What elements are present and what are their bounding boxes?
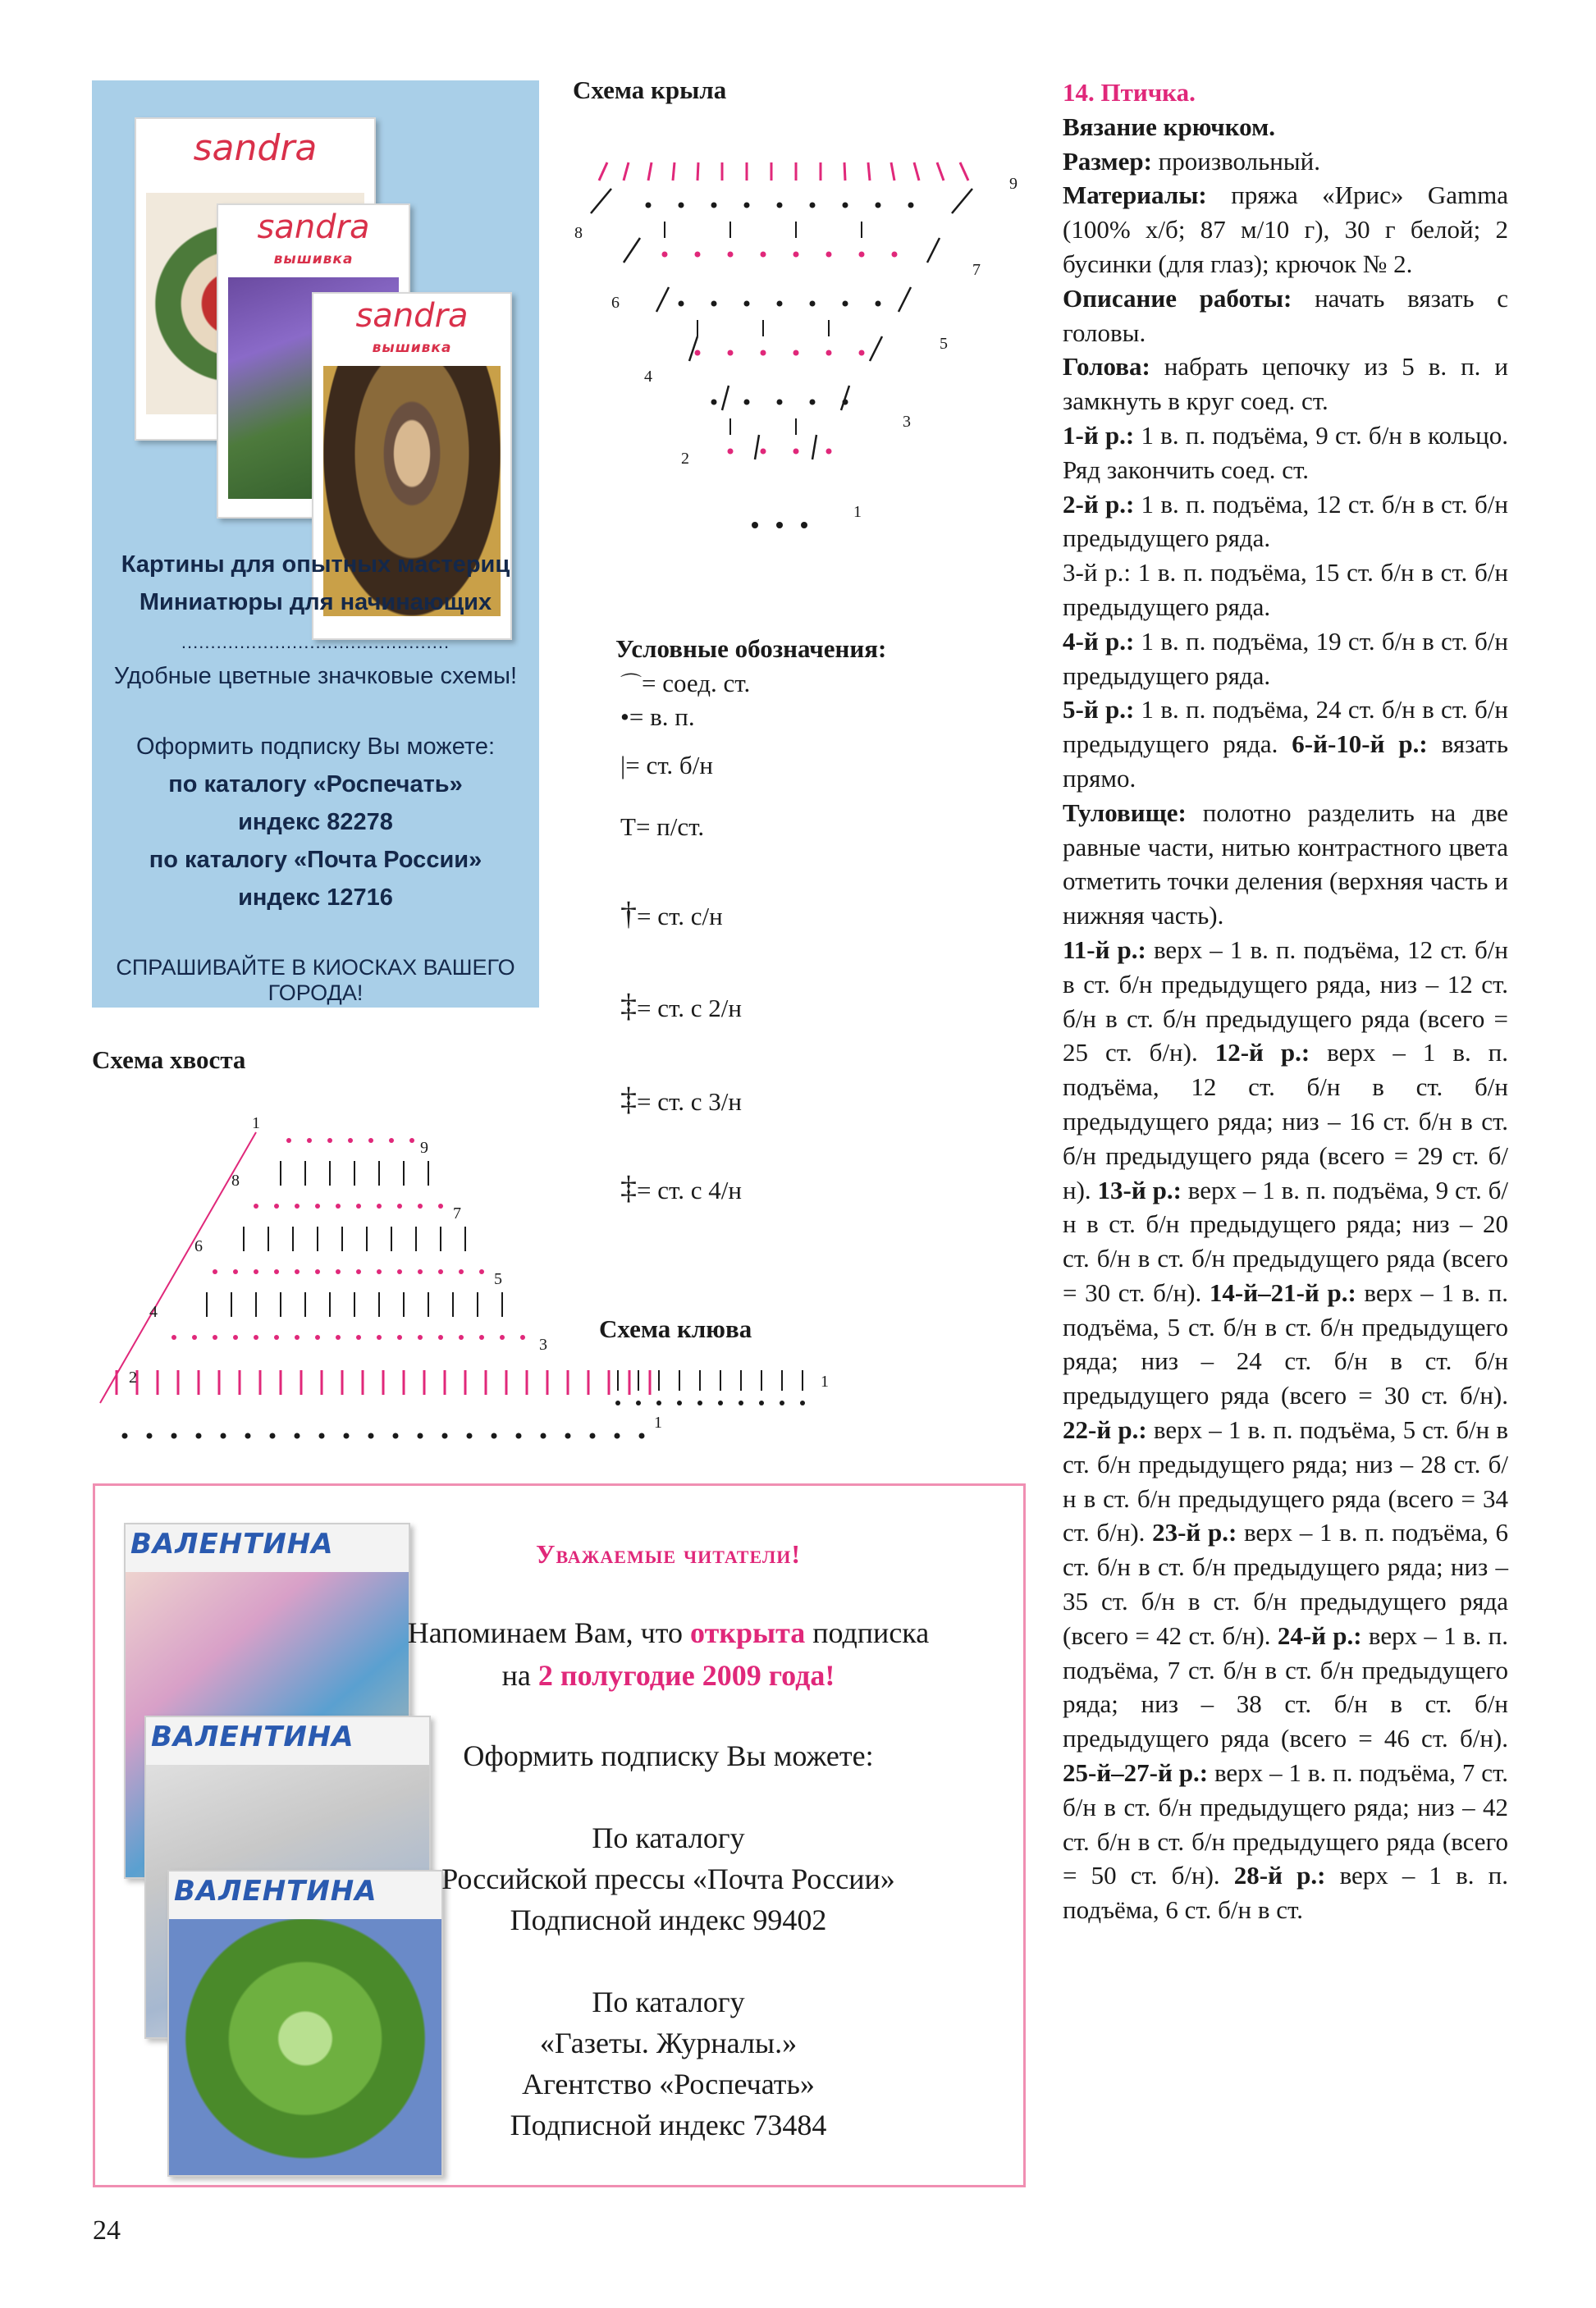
valentina-line-5: Российской прессы «Почта России» <box>441 1862 895 1895</box>
svg-text:4: 4 <box>149 1303 158 1321</box>
svg-text:5: 5 <box>940 335 948 353</box>
svg-text:7: 7 <box>453 1204 461 1223</box>
svg-text:3: 3 <box>539 1336 547 1354</box>
svg-text:8: 8 <box>231 1172 240 1190</box>
valentina-line-3: Оформить подписку Вы можете: <box>463 1739 874 1772</box>
double-treble-icon: ‡ <box>620 1081 637 1117</box>
cover-brand: ВАЛЕНТИНА <box>151 1721 354 1753</box>
svg-text:6: 6 <box>194 1237 203 1255</box>
svg-text:2: 2 <box>681 450 689 468</box>
legend-item-slip-stitch: ⌒= соед. ст. <box>620 669 751 697</box>
sandra-cover-3 <box>312 292 512 640</box>
page-number: 24 <box>93 2215 121 2246</box>
cover-subtitle: вышивка <box>372 340 452 356</box>
svg-text:1: 1 <box>252 1114 260 1132</box>
valentina-line-10: Подписной индекс 73484 <box>510 2109 827 2141</box>
legend-item-half-double: T= п/ст. <box>620 812 705 841</box>
pattern-title: 14. Птичка. <box>1063 78 1196 107</box>
sandra-line-2: Миниатюры для начинающих <box>139 589 492 615</box>
rows-11-28: 11-й р.: верх – 1 в. п. подъёма, 12 ст. б/н в ст. б/н предыдущего ряда, низ – 12 ст. б/н в ст. б/н предыдущего ряда (всего = 25 ст. б/н). 12-й р.: верх – 1 в. п. подъёма, 12 ст. б/н в ст. б/н предыдущего ряда; низ – 16 ст. б/н в ст. б/н предыдущего ряда (всего = 29 ст. б/н). 13-й р.: верх – 1 в. п. подъёма, 9 ст. б/н в ст. б/н предыдущего ряда; низ – 20 ст. б/н в ст. б/н предыдущего ряда (всего = 30 ст. б/н). 14-й–21-й р.: верх – 1 в. п. подъёма, 5 ст. б/н в ст. б/н предыдущего ряда; низ – 24 ст. б/н в ст. б/н предыдущего ряда (всего = 30 ст. б/н). 22-й р.: верх – 1 в. п. подъёма, 5 ст. б/н в ст. б/н предыдущего ряда; низ – 28 ст. б/н в ст. б/н предыдущего ряда (всего = 34 ст. б/н). 23-й р.: верх – 1 в. п. подъёма, 6 ст. б/н в ст. б/н предыдущего ряда; низ – 35 ст. б/н в ст. б/н предыдущего ряда (всего = 42 ст. б/н). 24-й р.: верх – 1 в. п. подъёма, 7 ст. б/н в ст. б/н предыдущего ряда; низ – 38 ст. б/н в ст. б/н предыдущего ряда (всего = 46 ст. б/н). 25-й–27-й р.: верх – 1 в. п. подъёма, 7 ст. б/н в ст. б/н предыдущего ряда; низ – 42 ст. б/н в ст. б/н предыдущего ряда (всего = 50 ст. б/н). 28-й р.: верх – 1 в. п. подъёма, 6 ст. б/н в ст. <box>1063 935 1509 1925</box>
svg-text:9: 9 <box>420 1139 428 1157</box>
triple-treble-icon: ‡ <box>620 1169 637 1206</box>
row-1: 1-й р.: 1 в. п. подъёма, 9 ст. б/н в кольцо. Ряд закончить соед. ст. <box>1063 420 1509 484</box>
svg-text:8: 8 <box>574 224 583 242</box>
valentina-heading: Уважаемые читатели! <box>535 1539 802 1569</box>
valentina-line-8: «Газеты. Журналы.» <box>539 2027 798 2059</box>
sandra-line-3: Удобные цветные значковые схемы! <box>113 663 518 689</box>
row-2: 2-й р.: 1 в. п. подъёма, 12 ст. б/н в ст. б/н предыдущего ряда. <box>1063 489 1508 553</box>
wing-diagram <box>566 156 1026 542</box>
legend-item-double-4: ‡= ст. с 4/н <box>620 1169 742 1206</box>
wing-diagram-title: Схема крыла <box>573 75 727 104</box>
cover-brand: sandra <box>257 208 370 246</box>
svg-text:5: 5 <box>494 1270 502 1288</box>
svg-text:9: 9 <box>1009 175 1018 193</box>
row-5-10: 5-й р.: 1 в. п. подъёма, 24 ст. б/н в ст. б/н предыдущего ряда. 6-й-10-й р.: вязать прямо. <box>1063 695 1509 793</box>
valentina-line-2: на 2 полугодие 2009 года! <box>501 1659 835 1692</box>
valentina-line-4: По каталогу <box>592 1821 745 1854</box>
svg-text:1: 1 <box>654 1414 662 1432</box>
cover-subtitle: вышивка <box>273 251 354 267</box>
svg-text:7: 7 <box>972 261 981 279</box>
legend-item-chain: •= в. п. <box>620 702 695 731</box>
svg-text:3: 3 <box>903 413 911 431</box>
cover-brand: sandra <box>193 127 318 169</box>
valentina-line-6: Подписной индекс 99402 <box>510 1904 827 1936</box>
svg-text:1: 1 <box>853 503 862 521</box>
half-double-icon: T <box>620 812 636 841</box>
valentina-line-1: Напоминаем Вам, что открыта подписка <box>407 1616 930 1649</box>
sandra-line-8: индекс 12716 <box>238 884 393 911</box>
materials-paragraph: Материалы: пряжа «Ирис» Gamma (100% х/б; 87 м/10 г), 30 г белой; 2 бусинки (для глаз); крючок № 2. <box>1063 181 1508 278</box>
beak-diagram <box>606 1362 852 1411</box>
tail-diagram <box>92 1108 666 1452</box>
row-3: 3-й р.: 1 в. п. подъёма, 15 ст. б/н в ст. б/н предыдущего ряда. <box>1063 558 1508 621</box>
legend-title: Условные обозначения: <box>615 634 887 663</box>
valentina-subscription-ad <box>93 1483 1026 2187</box>
single-crochet-icon: | <box>620 751 626 779</box>
pattern-technique: Вязание крючком. <box>1063 112 1275 141</box>
beak-diagram-title: Схема клюва <box>599 1314 752 1343</box>
size-paragraph: Размер: произвольный. <box>1063 146 1320 176</box>
description-paragraph: Описание работы: начать вязать с головы. <box>1063 283 1508 347</box>
legend-item-double: †= ст. с/н <box>620 895 723 932</box>
chain-dot-icon: • <box>620 702 629 731</box>
legend-item-single-crochet: |= ст. б/н <box>620 751 713 779</box>
sandra-line-6: индекс 82278 <box>238 809 393 835</box>
sandra-line-9: СПРАШИВАЙТЕ В КИОСКАХ ВАШЕГО ГОРОДА! <box>116 955 515 1005</box>
treble-crochet-icon: ‡ <box>620 987 637 1024</box>
sandra-subscription-ad <box>92 80 539 1008</box>
sandra-line-5: по каталогу «Роспечать» <box>168 771 463 798</box>
cover-brand: ВАЛЕНТИНА <box>130 1528 334 1561</box>
svg-text:4: 4 <box>644 368 652 386</box>
sandra-line-7: по каталогу «Почта России» <box>149 847 482 873</box>
row-4: 4-й р.: 1 в. п. подъёма, 19 ст. б/н в ст. б/н предыдущего ряда. <box>1063 626 1508 690</box>
valentina-line-7: По каталогу <box>592 1986 745 2018</box>
body-paragraph: Туловище: полотно разделить на две равные части, нитью контрастного цвета отметить точки деления (верхняя часть и нижняя часть). <box>1063 798 1508 930</box>
double-crochet-icon: † <box>620 895 637 932</box>
sandra-line-4: Оформить подписку Вы можете: <box>135 734 496 760</box>
head-paragraph: Голова: набрать цепочку из 5 в. п. и замкнуть в круг соед. ст. <box>1063 352 1508 416</box>
svg-text:6: 6 <box>611 294 620 312</box>
sandra-line-1: Картины для опытных мастериц <box>121 551 510 578</box>
svg-text:1: 1 <box>821 1373 829 1391</box>
valentina-line-9: Агентство «Роспечать» <box>522 2068 815 2100</box>
cover-picture <box>323 366 501 616</box>
tail-diagram-title: Схема хвоста <box>92 1045 246 1074</box>
legend-item-double-2: ‡= ст. с 2/н <box>620 987 742 1024</box>
cover-brand: sandra <box>355 297 469 335</box>
sandra-separator: .............................................. <box>181 632 450 652</box>
legend-item-double-3: ‡= ст. с 3/н <box>620 1081 742 1117</box>
slip-stitch-icon: ⌒ <box>620 673 643 697</box>
svg-text:2: 2 <box>129 1369 137 1387</box>
cover-brand: ВАЛЕНТИНА <box>174 1875 377 1908</box>
